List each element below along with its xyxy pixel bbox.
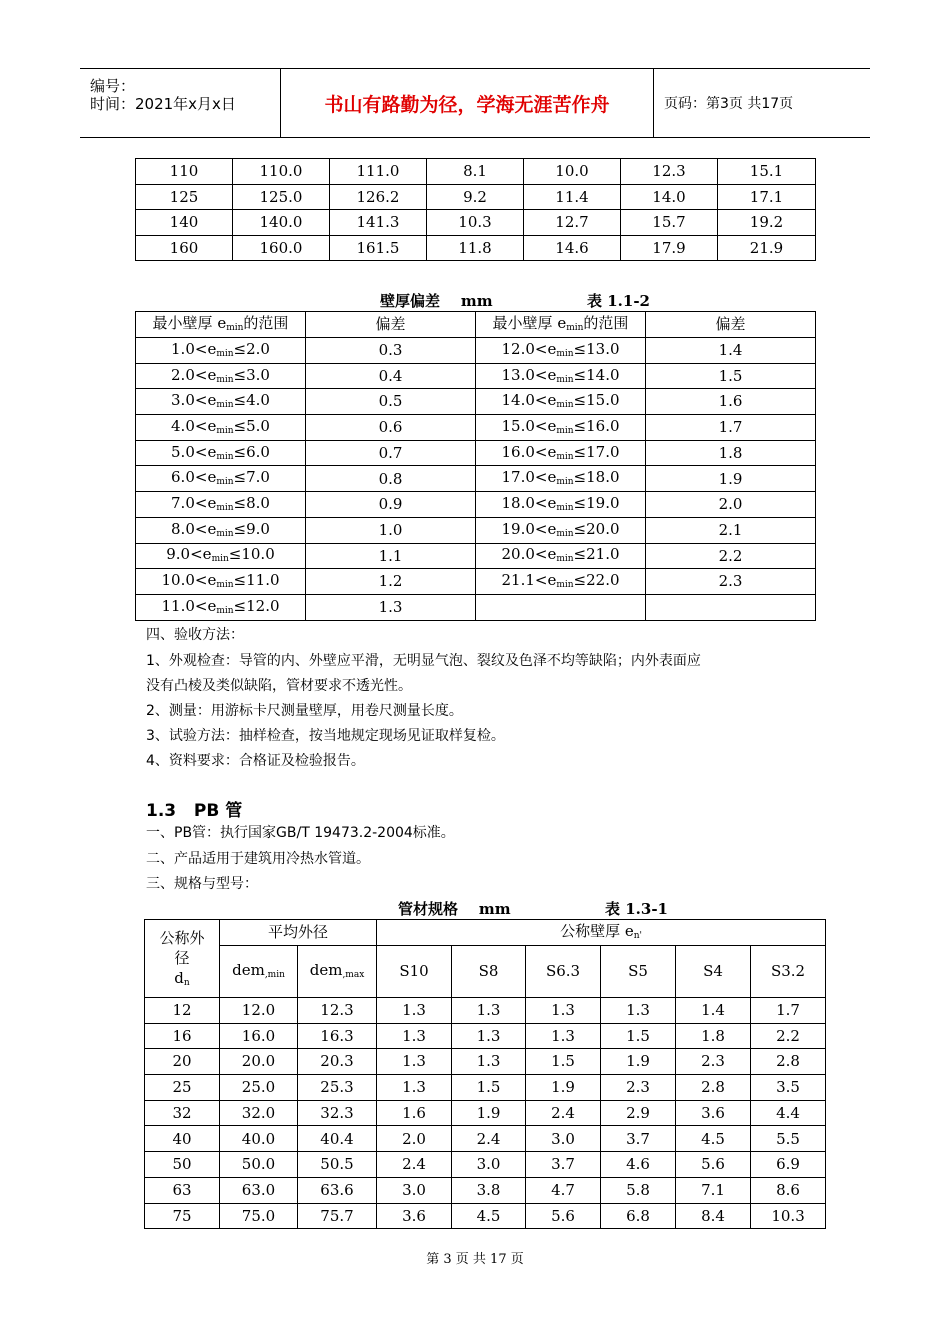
table-cell: 63.0	[220, 1177, 298, 1203]
table-cell: 1.3	[452, 1049, 526, 1075]
deviation-cell: 0.9	[306, 492, 476, 518]
wall-deviation-table-number: 表 1.1-2	[587, 292, 650, 310]
section-title: 1.3 PB 管	[146, 801, 243, 821]
table-cell: 141.3	[330, 210, 427, 236]
table-cell: 17.1	[718, 184, 816, 210]
deviation-cell: 0.8	[306, 466, 476, 492]
table-cell: 1.8	[676, 1023, 751, 1049]
range-cell: $18.0<e_{min}\le 19.0$	[476, 492, 646, 518]
table-cell: 1.4	[676, 998, 751, 1024]
table-cell: 1.3	[452, 1023, 526, 1049]
table-cell: 3.0	[377, 1177, 452, 1203]
table-cell: 40.4	[298, 1126, 377, 1152]
table-cell: 16.0	[220, 1023, 298, 1049]
deviation-cell: 1.5	[646, 363, 816, 389]
table-row	[136, 389, 816, 415]
deviation-cell	[646, 594, 816, 620]
table-cell: 3.5	[751, 1075, 826, 1101]
header-range: 最小壁厚 $e_{min}$的范围	[136, 312, 306, 338]
table-cell: 2.2	[751, 1023, 826, 1049]
range-cell: $17.0<e_{min}\le 18.0$	[476, 466, 646, 492]
table-cell: 10.3	[427, 210, 524, 236]
table-header-row	[136, 312, 816, 338]
table-row	[136, 543, 816, 569]
header-dem-max: dem$_{,max}$	[298, 946, 377, 998]
table-row	[136, 517, 816, 543]
range-cell: $11.0<e_{min}\le 12.0$	[136, 594, 306, 620]
table-cell: 21.9	[718, 235, 816, 261]
wall-thickness-deviation-table	[135, 311, 816, 621]
page-header	[80, 68, 870, 138]
table-cell: 3.0	[526, 1126, 601, 1152]
pipe-spec-table-number: 表 1.3-1	[605, 900, 668, 918]
table-cell: 15.1	[718, 159, 816, 185]
test-method-item: 3、试验方法：抽样检查，按当地规定现场见证取样复检。	[146, 728, 505, 744]
table-cell: 25	[145, 1075, 220, 1101]
table-cell: 12.0	[220, 998, 298, 1024]
range-cell: $12.0<e_{min}\le 13.0$	[476, 338, 646, 364]
measurement-item: 2、测量：用游标卡尺测量壁厚，用卷尺测量长度。	[146, 703, 463, 719]
table-cell: 5.6	[526, 1203, 601, 1229]
table-row	[145, 1203, 826, 1229]
deviation-cell: 2.1	[646, 517, 816, 543]
header-left	[80, 69, 281, 137]
table-cell: 125	[136, 184, 233, 210]
range-cell: $20.0<e_{min}\le 21.0$	[476, 543, 646, 569]
range-cell: $21.1<e_{min}\le 22.0$	[476, 569, 646, 595]
header-series: S5	[601, 946, 676, 998]
table-cell: 32.3	[298, 1100, 377, 1126]
table-row	[145, 1152, 826, 1178]
table-cell: 161.5	[330, 235, 427, 261]
range-cell: $8.0<e_{min}\le 9.0$	[136, 517, 306, 543]
table-cell: 2.8	[676, 1075, 751, 1101]
table-cell: 1.3	[452, 998, 526, 1024]
table-row	[136, 210, 816, 236]
table-cell: 3.8	[452, 1177, 526, 1203]
table-cell: 160.0	[233, 235, 330, 261]
deviation-cell: 0.6	[306, 415, 476, 441]
table-cell: 140.0	[233, 210, 330, 236]
table-cell: 2.4	[377, 1152, 452, 1178]
table-cell: 8.6	[751, 1177, 826, 1203]
range-cell: $15.0<e_{min}\le 16.0$	[476, 415, 646, 441]
table-cell: 110.0	[233, 159, 330, 185]
table-cell: 12	[145, 998, 220, 1024]
table-row	[136, 415, 816, 441]
table-cell: 40	[145, 1126, 220, 1152]
table-cell: 32	[145, 1100, 220, 1126]
table-cell: 111.0	[330, 159, 427, 185]
table-cell: 2.0	[377, 1126, 452, 1152]
table-cell: 20	[145, 1049, 220, 1075]
range-cell: $13.0<e_{min}\le 14.0$	[476, 363, 646, 389]
deviation-cell: 0.7	[306, 440, 476, 466]
table-cell: 6.8	[601, 1203, 676, 1229]
table-cell: 1.7	[751, 998, 826, 1024]
table-cell: 40.0	[220, 1126, 298, 1152]
range-cell: $2.0<e_{min}\le 3.0$	[136, 363, 306, 389]
pb-standard-item: 一、PB管：执行国家GB/T 19473.2-2004标准。	[146, 825, 455, 841]
range-cell: $14.0<e_{min}\le 15.0$	[476, 389, 646, 415]
table-cell: 4.6	[601, 1152, 676, 1178]
deviation-cell: 1.9	[646, 466, 816, 492]
table-row	[136, 363, 816, 389]
appearance-check-line1: 1、外观检查：导管的内、外壁应平滑，无明显气泡、裂纹及色泽不均等缺陷；内外表面应	[146, 653, 701, 669]
table-cell: 11.8	[427, 235, 524, 261]
table-row	[145, 1100, 826, 1126]
table-cell: 1.3	[377, 1049, 452, 1075]
table-cell: 25.0	[220, 1075, 298, 1101]
range-cell: $1.0<e_{min}\le 2.0$	[136, 338, 306, 364]
pb-spec-heading: 三、规格与型号：	[146, 876, 258, 892]
pb-pipe-spec-table	[144, 919, 826, 1229]
table-row	[145, 1049, 826, 1075]
table-cell: 19.2	[718, 210, 816, 236]
table-cell: 2.4	[452, 1126, 526, 1152]
table-cell: 63.6	[298, 1177, 377, 1203]
table-cell: 10.0	[524, 159, 621, 185]
deviation-cell: 1.1	[306, 543, 476, 569]
deviation-cell: 0.4	[306, 363, 476, 389]
deviation-cell: 1.8	[646, 440, 816, 466]
range-cell: $3.0<e_{min}\le 4.0$	[136, 389, 306, 415]
table-row	[136, 159, 816, 185]
table-cell: 1.9	[601, 1049, 676, 1075]
header-motto: 书山有路勤为径，学海无涯苦作舟	[281, 69, 654, 137]
range-cell: $16.0<e_{min}\le 17.0$	[476, 440, 646, 466]
table-cell: 4.7	[526, 1177, 601, 1203]
table-cell: 110	[136, 159, 233, 185]
table-row	[145, 1177, 826, 1203]
deviation-cell: 2.3	[646, 569, 816, 595]
table-cell: 25.3	[298, 1075, 377, 1101]
table-row	[145, 998, 826, 1024]
table-cell: 1.3	[601, 998, 676, 1024]
table-cell: 4.5	[452, 1203, 526, 1229]
table-cell: 1.9	[526, 1075, 601, 1101]
table-row	[136, 492, 816, 518]
table-cell: 50.0	[220, 1152, 298, 1178]
table-cell: 9.2	[427, 184, 524, 210]
header-nominal-wall: 公称壁厚 $e_{n'}$	[377, 920, 826, 946]
table-cell: 8.1	[427, 159, 524, 185]
table-cell: 75.0	[220, 1203, 298, 1229]
table-cell: 1.3	[526, 998, 601, 1024]
range-cell: $10.0<e_{min}\le 11.0$	[136, 569, 306, 595]
table-row	[136, 235, 816, 261]
document-date: 时间：2021年x月x日	[90, 95, 236, 113]
table-cell: 1.3	[377, 998, 452, 1024]
table-cell: 1.5	[601, 1023, 676, 1049]
table-row	[145, 1075, 826, 1101]
appearance-check-line2: 没有凸棱及类似缺陷，管材要求不透光性。	[146, 678, 412, 694]
table-cell: 126.2	[330, 184, 427, 210]
table-row	[136, 440, 816, 466]
table-cell: 2.3	[601, 1075, 676, 1101]
table-cell: 1.3	[526, 1023, 601, 1049]
table-cell: 160	[136, 235, 233, 261]
header-series: S4	[676, 946, 751, 998]
table-cell: 2.4	[526, 1100, 601, 1126]
header-dem-min: dem$_{,min}$	[220, 946, 298, 998]
table-cell: 1.3	[377, 1023, 452, 1049]
documentation-item: 4、资料要求：合格证及检验报告。	[146, 753, 365, 769]
table-cell: 1.3	[377, 1075, 452, 1101]
table-cell: 8.4	[676, 1203, 751, 1229]
wall-deviation-caption: 壁厚偏差 mm	[380, 292, 493, 310]
range-cell: $9.0<e_{min}\le 10.0$	[136, 543, 306, 569]
table-cell: 12.7	[524, 210, 621, 236]
header-deviation: 偏差	[646, 312, 816, 338]
header-series: S6.3	[526, 946, 601, 998]
table-cell: 1.9	[452, 1100, 526, 1126]
table-cell: 32.0	[220, 1100, 298, 1126]
table-cell: 75	[145, 1203, 220, 1229]
header-range: 最小壁厚 $e_{min}$的范围	[476, 312, 646, 338]
table-row	[136, 594, 816, 620]
table-cell: 16	[145, 1023, 220, 1049]
header-page-info: 页码：第3页 共17页	[664, 96, 794, 112]
header-nominal-od: 公称外 径 $d_n$	[145, 920, 220, 998]
table-cell: 3.6	[377, 1203, 452, 1229]
table-cell: 1.5	[452, 1075, 526, 1101]
table-cell: 1.6	[377, 1100, 452, 1126]
range-cell: $5.0<e_{min}\le 6.0$	[136, 440, 306, 466]
pb-usage-item: 二、产品适用于建筑用冷热水管道。	[146, 851, 370, 867]
table-cell: 5.8	[601, 1177, 676, 1203]
table-cell: 14.0	[621, 184, 718, 210]
range-cell: $19.0<e_{min}\le 20.0$	[476, 517, 646, 543]
table-row	[136, 466, 816, 492]
table-cell: 75.7	[298, 1203, 377, 1229]
table-row	[145, 1023, 826, 1049]
table-row	[136, 184, 816, 210]
table-cell: 3.7	[601, 1126, 676, 1152]
range-cell: $7.0<e_{min}\le 8.0$	[136, 492, 306, 518]
table-cell: 12.3	[298, 998, 377, 1024]
deviation-cell: 2.2	[646, 543, 816, 569]
table-cell: 140	[136, 210, 233, 236]
table-cell: 6.9	[751, 1152, 826, 1178]
table-cell: 3.0	[452, 1152, 526, 1178]
header-series: S10	[377, 946, 452, 998]
table-cell: 5.6	[676, 1152, 751, 1178]
table-cell: 7.1	[676, 1177, 751, 1203]
table-row	[136, 338, 816, 364]
table-cell: 3.6	[676, 1100, 751, 1126]
table-cell: 125.0	[233, 184, 330, 210]
table-cell: 12.3	[621, 159, 718, 185]
header-series: S3.2	[751, 946, 826, 998]
document-number-label: 编号：	[90, 77, 136, 95]
pipe-spec-caption: 管材规格 mm	[398, 900, 511, 918]
deviation-cell: 0.3	[306, 338, 476, 364]
header-average-od: 平均外径	[220, 920, 377, 946]
table-cell: 16.3	[298, 1023, 377, 1049]
table-cell: 17.9	[621, 235, 718, 261]
acceptance-heading: 四、验收方法：	[146, 627, 244, 643]
table-cell: 2.9	[601, 1100, 676, 1126]
deviation-cell: 1.7	[646, 415, 816, 441]
page-footer: 第 3 页 共 17 页	[426, 1252, 524, 1267]
deviation-cell: 2.0	[646, 492, 816, 518]
table-cell: 15.7	[621, 210, 718, 236]
range-cell: $6.0<e_{min}\le 7.0$	[136, 466, 306, 492]
table-cell: 2.3	[676, 1049, 751, 1075]
table-cell: 2.8	[751, 1049, 826, 1075]
range-cell	[476, 594, 646, 620]
deviation-cell: 1.2	[306, 569, 476, 595]
deviation-cell: 1.0	[306, 517, 476, 543]
table-cell: 20.3	[298, 1049, 377, 1075]
header-deviation: 偏差	[306, 312, 476, 338]
table-cell: 11.4	[524, 184, 621, 210]
table-cell: 50	[145, 1152, 220, 1178]
header-series: S8	[452, 946, 526, 998]
deviation-cell: 1.3	[306, 594, 476, 620]
table-cell: 20.0	[220, 1049, 298, 1075]
table-subheader-row	[145, 946, 826, 998]
table-cell: 50.5	[298, 1152, 377, 1178]
range-cell: $4.0<e_{min}\le 5.0$	[136, 415, 306, 441]
table-cell: 63	[145, 1177, 220, 1203]
table-cell: 4.5	[676, 1126, 751, 1152]
table-cell: 1.5	[526, 1049, 601, 1075]
pipe-size-table-continued	[135, 158, 816, 261]
table-row	[136, 569, 816, 595]
table-row	[145, 1126, 826, 1152]
deviation-cell: 1.4	[646, 338, 816, 364]
table-cell: 14.6	[524, 235, 621, 261]
table-cell: 10.3	[751, 1203, 826, 1229]
deviation-cell: 0.5	[306, 389, 476, 415]
table-cell: 5.5	[751, 1126, 826, 1152]
table-cell: 3.7	[526, 1152, 601, 1178]
table-cell: 4.4	[751, 1100, 826, 1126]
table-header-row	[145, 920, 826, 946]
deviation-cell: 1.6	[646, 389, 816, 415]
